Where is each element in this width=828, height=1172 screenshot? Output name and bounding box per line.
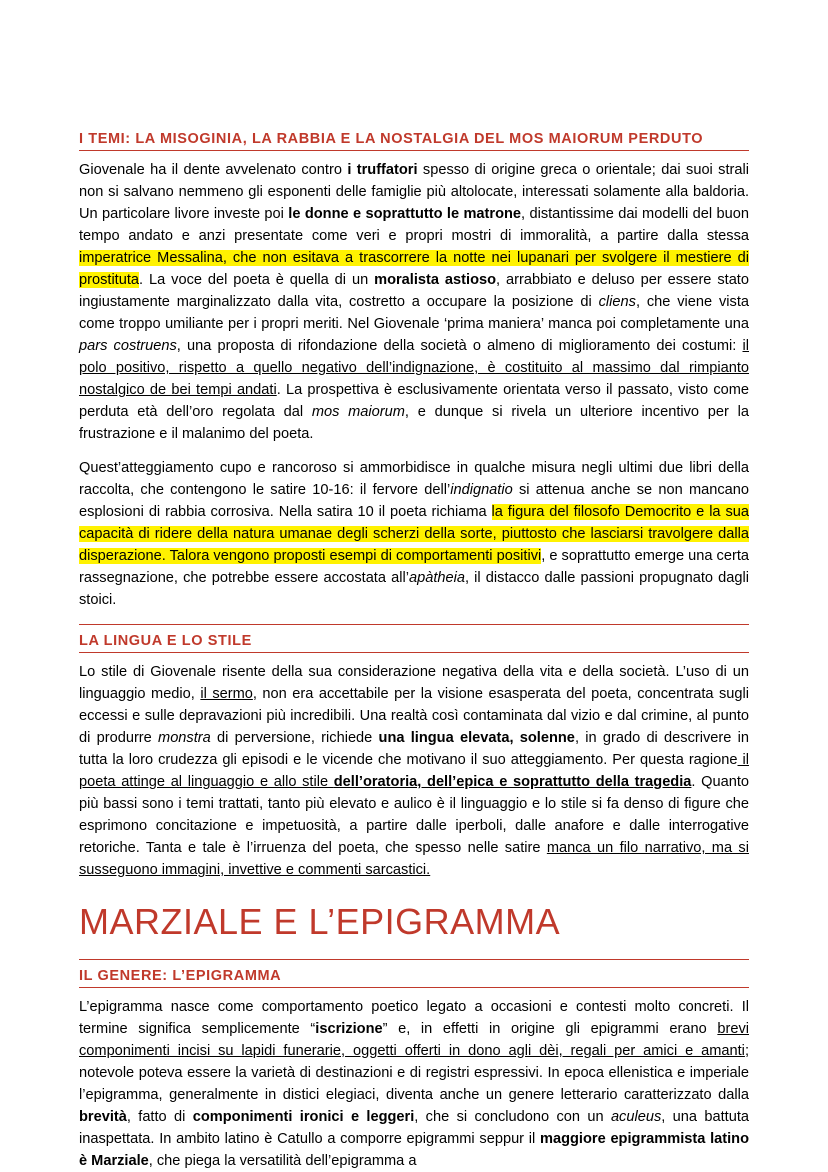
italic-text: indignatio [450,482,513,498]
section-heading-lingua: LA LINGUA E LO STILE [79,633,749,653]
bold-text: maggiore epigrammista latino è Marziale [79,1131,749,1169]
section-divider [79,959,749,960]
text-run: Giovenale ha il dente avvelenato contro [79,162,348,178]
document-page [79,0,749,1172]
bold-text: iscrizione [315,1021,383,1037]
text-run: , una proposta di rifondazione della società o almeno di miglioramento dei costumi: [176,338,743,354]
text-run: L’epigramma nasce come comportamento poetico legato a occasioni e contesti molto concreti. Il termine significa semplicemente “ [79,999,749,1037]
text-run: Lo stile di Giovenale risente della sua considerazione negativa della vita e della società. L’uso di un linguaggio medio, [79,664,749,702]
italic-text: cliens [598,294,636,310]
text-run: , e dunque si rivela un ulteriore incentivo per la frustrazione e il malanimo del poeta. [79,404,750,442]
italic-text: mos maiorum [311,404,405,420]
text-run: ; notevole poteva essere la varietà di destinazioni e di registri espressivi. In epoca ellenistica e imperiale l’epigramma, generalmente in distici elegiaci, diventa anche un genere letterario caratterizzato dalla [79,1043,749,1103]
bold-text: moralista astioso [374,272,497,288]
text-run: , il distacco dalle passioni propugnato dagli stoici. [79,570,749,608]
bold-text: le donne e soprattutto le matrone [288,206,522,222]
text-run: spesso di origine greca o orientale; dai suoi strali non si salvano nemmeno gli esponenti delle famiglie più altolocate, interessati solamente alla baldoria. Un particolare livore investe poi [79,162,749,222]
paragraph-genere-1 [79,996,749,1172]
underlined-text: manca un filo narrativo, ma si susseguono immagini, invettive e commenti sarcastici. [79,840,749,878]
italic-text: aculeus [610,1109,662,1125]
paragraph-temi-2 [79,457,749,611]
underlined-text: brevi componimenti incisi su lapidi funerarie, oggetti offerti in dono agli dèi, regali per amici e amanti [79,1021,749,1059]
bold-underlined-text: dell’oratoria, dell’epica e soprattutto della tragedia [333,774,692,790]
text-run: , che viene vista come troppo umiliante per i propri meriti. Nel Giovenale ‘prima maniera’ manca poi completamente una [79,294,749,332]
bold-text: brevità [79,1109,127,1125]
text-run: . La voce del poeta è quella di un [139,272,375,288]
underlined-text: il poeta attinge al linguaggio e allo stile [79,752,749,790]
section-heading-temi: I TEMI: LA MISOGINIA, LA RABBIA E LA NOSTALGIA DEL MOS MAIORUM PERDUTO [79,131,749,151]
text-run: , che si concludono con un [414,1109,611,1125]
text-run: , in grado di descrivere in tutta la loro crudezza gli episodi e le vicende che motivano il suo atteggiamento. Per questa ragione [79,730,749,768]
italic-text: monstra [158,730,211,746]
text-run: , e soprattutto emerge una certa rassegnazione, che potrebbe essere accostata all’ [79,548,749,586]
highlighted-text: la figura del filosofo Democrito e la sua capacità di ridere della natura umanae degli scherzi della sorte, piuttosto che lasciarsi travolgere dalla disperazione. Talora vengono proposti esempi di comportamenti positivi [79,504,749,564]
text-run: , una battuta inaspettata. In ambito latino è Catullo a comporre epigrammi seppur il [79,1109,749,1147]
section-divider [79,624,749,625]
text-run: di perversione, richiede [210,730,379,746]
highlighted-text: imperatrice Messalina, che non esitava a trascorrere la notte nei lupanari per svolgere il mestiere di prostituta [79,250,749,288]
italic-text: apàtheia [408,570,465,586]
underlined-text: il polo positivo, rispetto a quello negativo dell’indignazione, è costituito al massimo dal rimpianto nostalgico de bei tempi andati [79,338,749,398]
bold-text: una lingua elevata, solenne [378,730,575,746]
paragraph-temi-1 [79,159,749,445]
text-run: Quest’atteggiamento cupo e rancoroso si ammorbidisce in qualche misura negli ultimi due libri della raccolta, che contengono le satire 10-16: il fervore dell’ [79,460,749,498]
italic-text: pars costruens [79,338,177,354]
underlined-text: il sermo [200,686,253,702]
text-run: , distantissime dai modelli del buon tempo andato e anzi presentate come veri e propri mostri di immoralità, a partire dalla stessa [79,206,749,244]
chapter-title: MARZIALE E L’EPIGRAMMA [79,901,561,942]
text-run: ” e, in effetti in origine gli epigrammi erano [382,1021,718,1037]
text-run: , arrabbiato e deluso per essere stato ingiustamente marginalizzato dalla vita, costretto a occupare la posizione di [79,272,749,310]
bold-text: componimenti ironici e leggeri [192,1109,415,1125]
text-run: . La prospettiva è esclusivamente orientata verso il passato, visto come perduta età dell’oro regolata dal [79,382,750,420]
text-run: . Quanto più bassi sono i temi trattati, tanto più elevato e aulico è il linguaggio e lo stile si fa denso di figure che esprimono concitazione e impetuosità, a partire dalle iperboli, dalle anafore e dalle interrogative retoriche. Tanta e tale è l’irruenza del poeta, che spesso nelle satire [79,774,750,856]
text-run: , che piega la versatilità dell’epigramma a [148,1153,417,1169]
text-run: si attenua anche se non mancano esplosioni di rabbia corrosiva. Nella satira 10 il poeta richiama [79,482,749,520]
text-run: , fatto di [126,1109,193,1125]
text-run: , non era accettabile per la visione esasperata del poeta, concentrata sugli eccessi e sulle depravazioni più incredibili. Una realtà così contaminata dal vizio e dal crimine, al punto di produrre [79,686,749,746]
paragraph-lingua-1 [79,661,749,881]
section-heading-genere: IL GENERE: L’EPIGRAMMA [79,968,749,988]
bold-text: i truffatori [347,162,418,178]
